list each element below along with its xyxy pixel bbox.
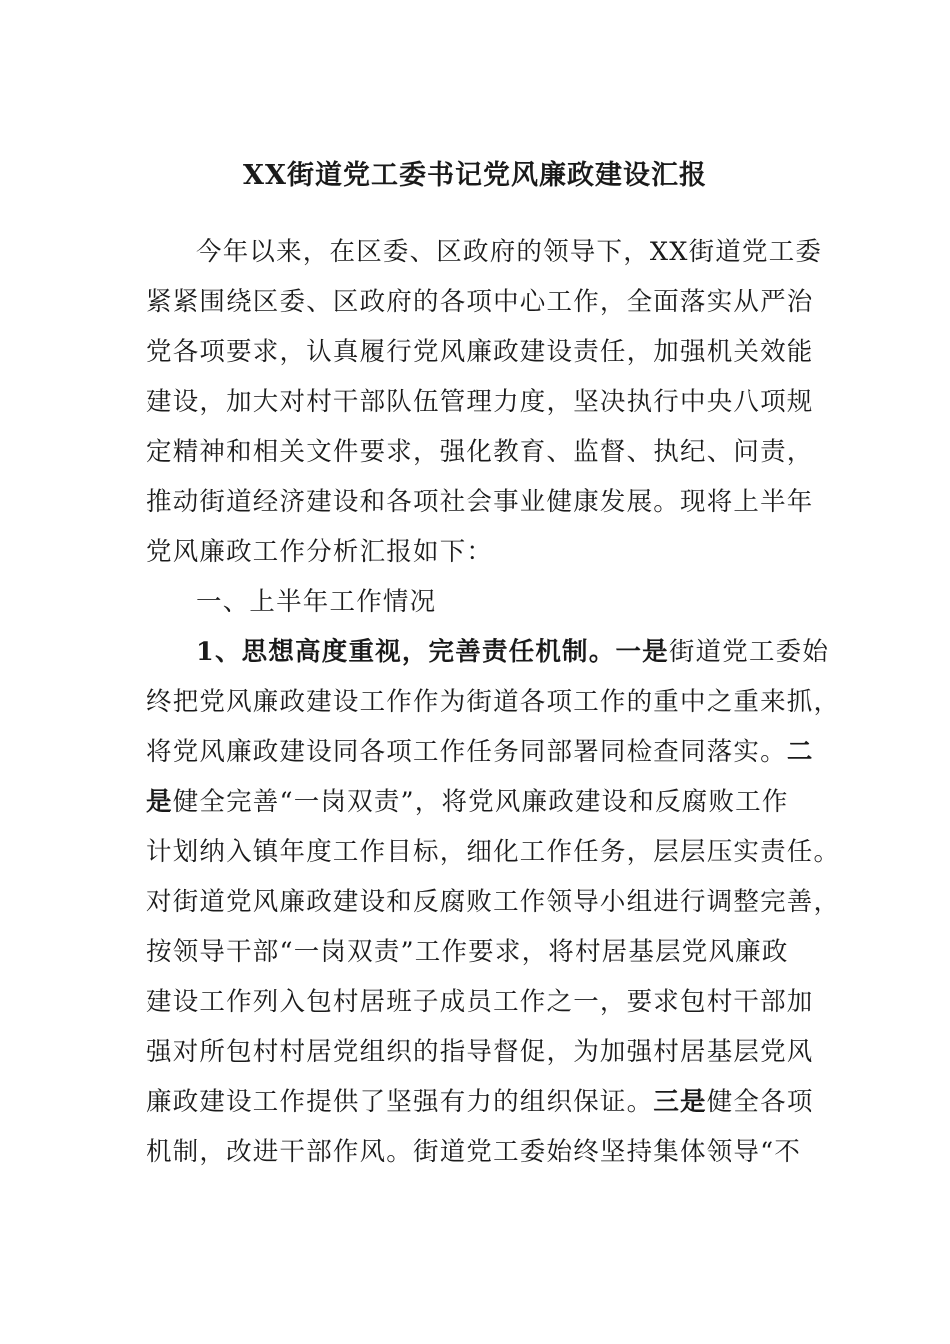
intro-line: 党各项要求，认真履行党风廉政建设责任，加强机关效能 <box>146 337 814 367</box>
item1-line: 按领导干部“一岗双责”工作要求，将村居基层党风廉政 <box>146 937 789 967</box>
intro-line: 党风廉政工作分析汇报如下： <box>146 537 494 567</box>
intro-line: 今年以来，在区委、区政府的领导下，XX街道党工委 <box>196 237 823 267</box>
item1-line1-rest: 街道党工委始 <box>668 637 830 667</box>
item1-bold-three: 三是 <box>653 1087 707 1117</box>
item1-line: 对街道党风廉政建设和反腐败工作领导小组进行调整完善， <box>146 887 841 917</box>
item1-line: 建设工作列入包村居班子成员工作之一，要求包村干部加 <box>146 987 814 1017</box>
item1-line: 终把党风廉政建设工作作为街道各项工作的重中之重来抓， <box>146 687 841 717</box>
item1-line <box>146 782 789 822</box>
item1-line <box>196 632 829 672</box>
item1-line: 机制，改进干部作风。街道党工委始终坚持集体领导“不 <box>146 1137 802 1167</box>
intro-line: 定精神和相关文件要求，强化教育、监督、执纪、问责， <box>146 437 814 467</box>
item1-line10-text: 廉政建设工作提供了坚强有力的组织保证。 <box>146 1087 654 1117</box>
item1-bold-two-a: 二 <box>786 737 814 767</box>
item1-bold-lead: 1、思想高度重视，完善责任机制。 <box>196 637 616 667</box>
document-title: XX街道党工委书记党风廉政建设汇报 <box>243 160 707 191</box>
intro-line: 推动街道经济建设和各项社会事业健康发展。现将上半年 <box>146 487 814 517</box>
item1-line10-rest: 健全各项 <box>706 1087 814 1117</box>
intro-line: 紧紧围绕区委、区政府的各项中心工作，全面落实从严治 <box>146 287 814 317</box>
item1-line <box>146 1082 814 1122</box>
intro-line: 建设，加大对村干部队伍管理力度，坚决执行中央八项规 <box>146 387 814 417</box>
item1-line4-rest: 健全完善“一岗双责”，将党风廉政建设和反腐败工作 <box>172 787 789 817</box>
section-heading: 一、上半年工作情况 <box>196 587 437 617</box>
item1-line: 强对所包村村居党组织的指导督促，为加强村居基层党风 <box>146 1037 814 1067</box>
item1-bold-one: 一是 <box>615 637 669 667</box>
item1-bold-two-b: 是 <box>146 787 173 817</box>
item1-line: 计划纳入镇年度工作目标，细化工作任务，层层压实责任。 <box>146 837 841 867</box>
item1-line <box>146 732 814 772</box>
item1-line3-text: 将党风廉政建设同各项工作任务同部署同检查同落实。 <box>146 737 787 767</box>
